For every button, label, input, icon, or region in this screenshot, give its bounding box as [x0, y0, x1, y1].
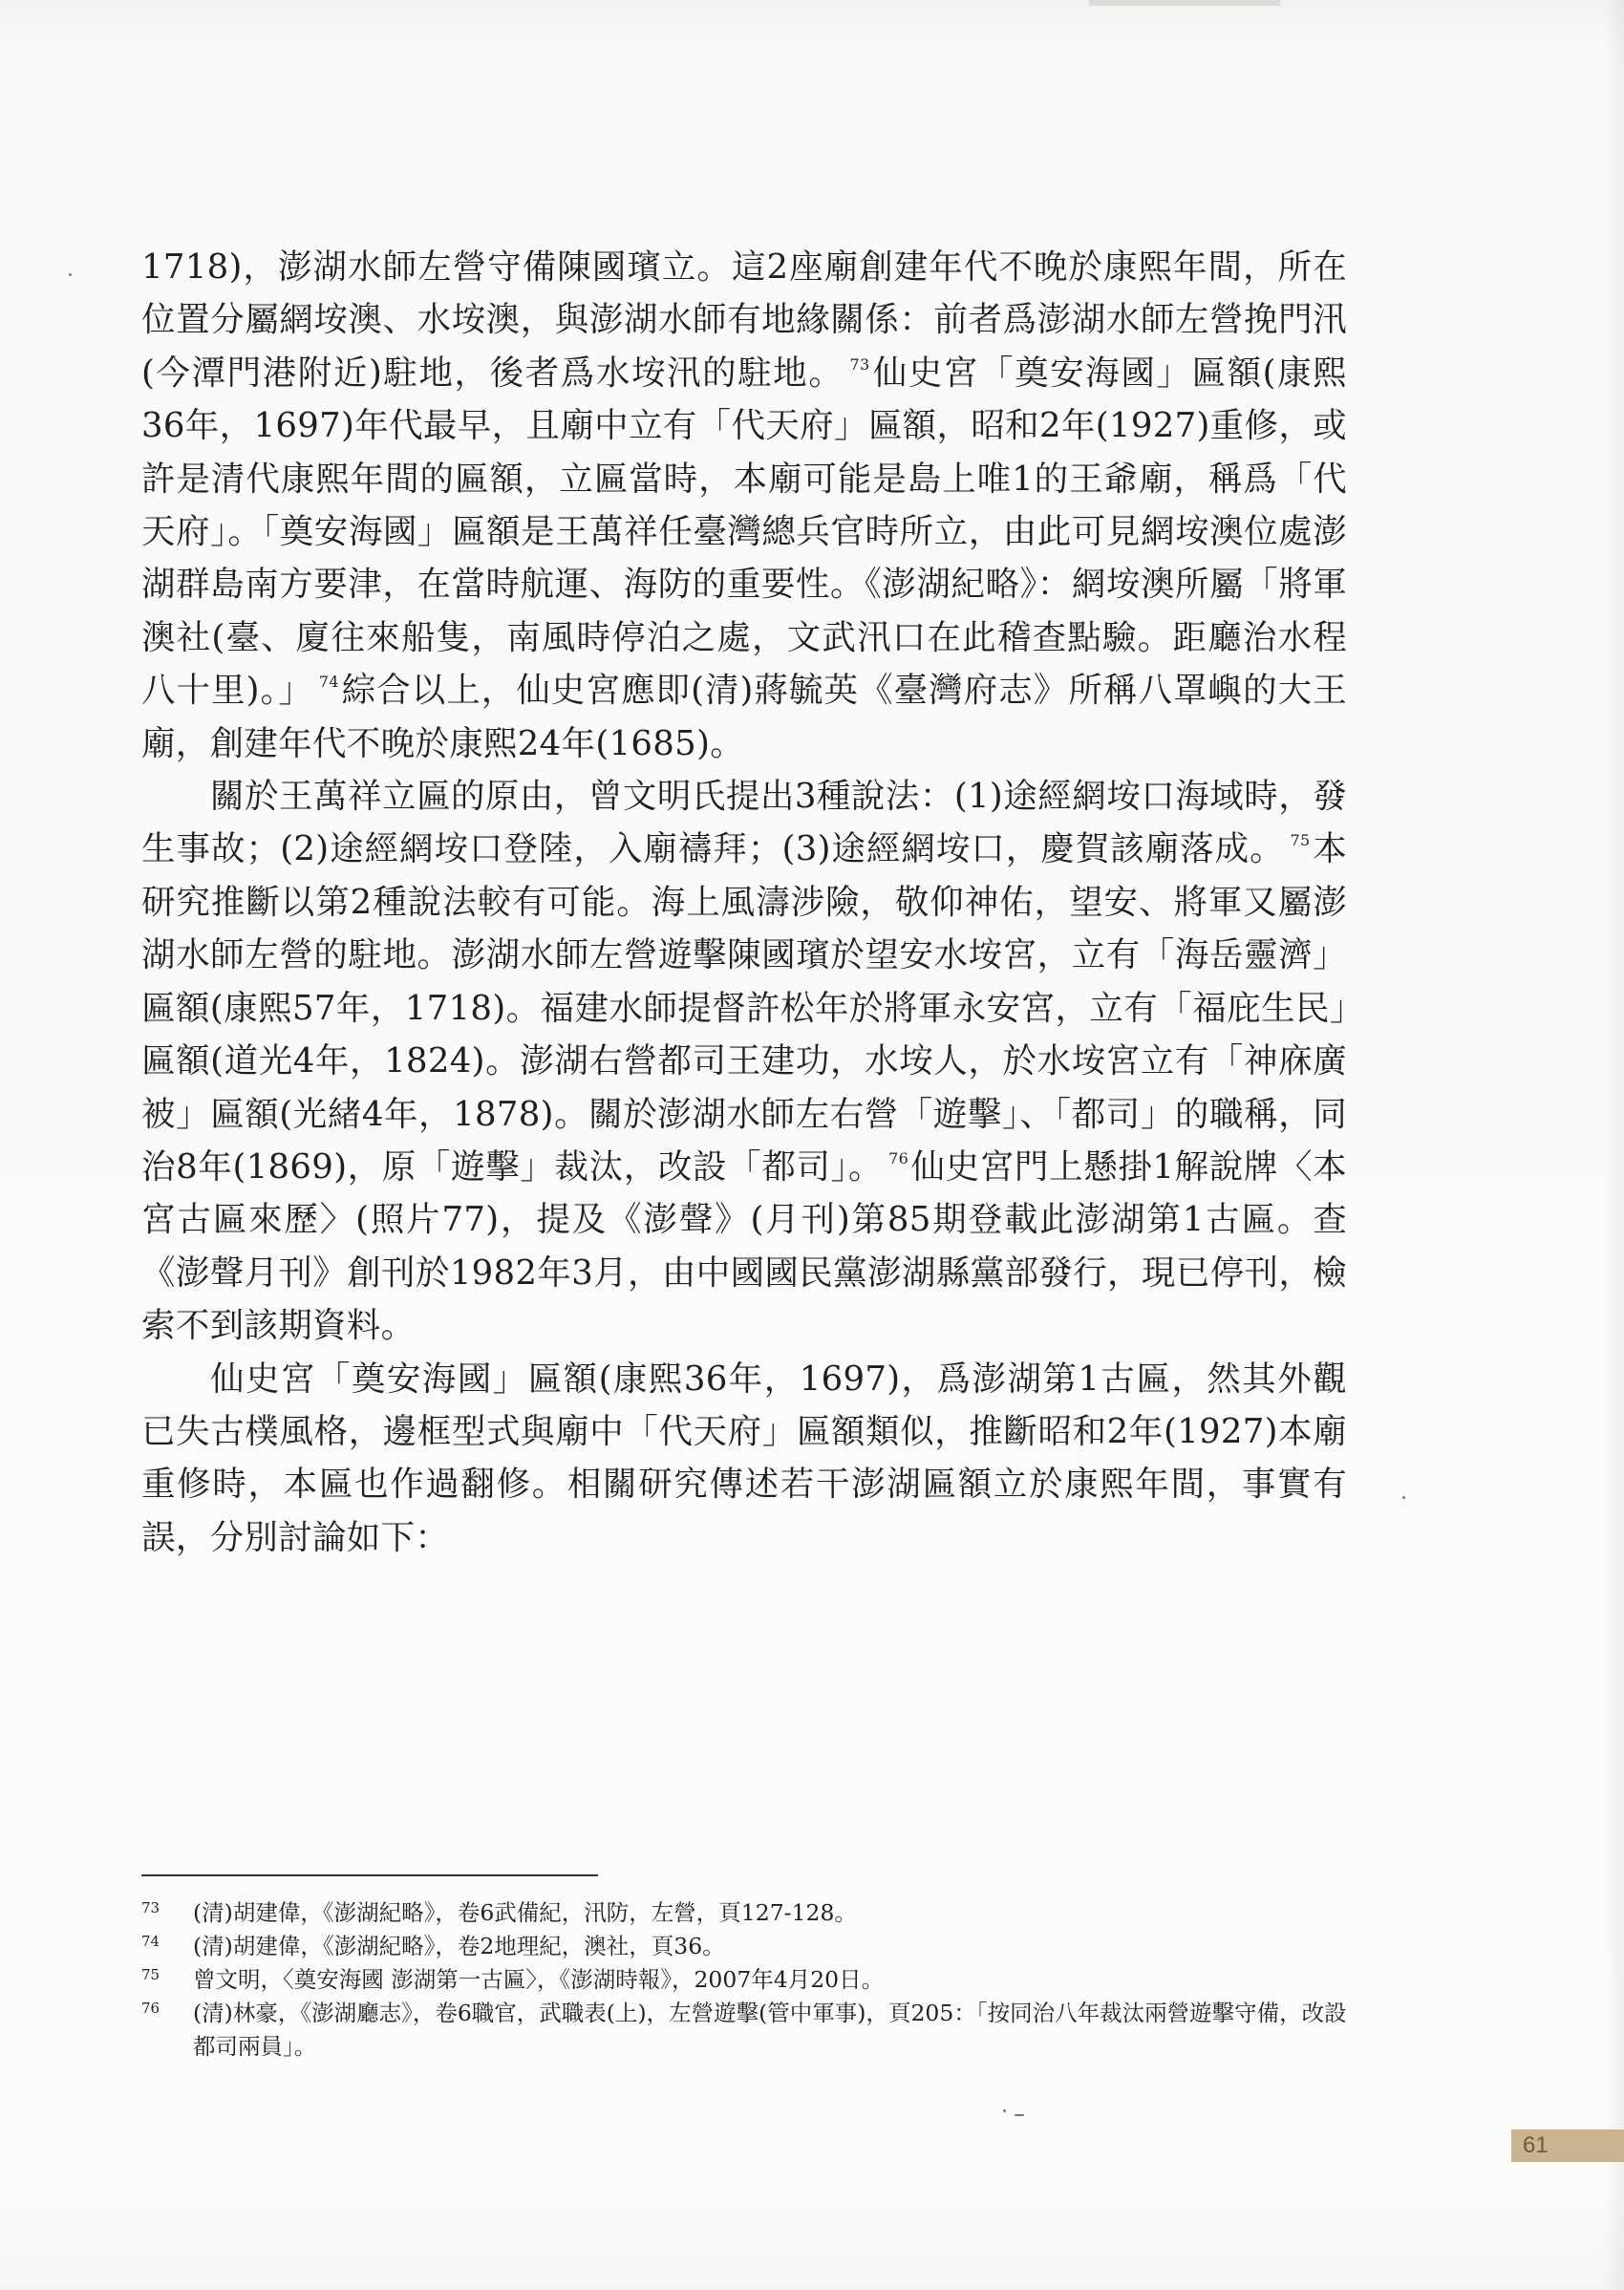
text-run: 綜合以上，仙史宮應即(清)蔣毓英《臺灣府志》所稱八罩嶼的大王廟，創建年代不晚於康熙24年(1685)。 [141, 671, 1347, 763]
text-run: 仙史宮「奠安海國」匾額(康熙36年，1697)年代最早，且廟中立有「代天府」匾額，昭和2年(1927)重修，或許是清代康熙年間的匾額，立匾當時，本廟可能是島上唯1的王爺廟，稱爲「代天府」。「奠安海國」匾額是王萬祥任臺灣總兵官時所立，由此可見網垵澳位處澎湖群島南方要津，在當時航運、海防的重要性。《澎湖紀略》：網垵澳所屬「將軍澳社(臺、廈往來船隻，南風時停泊之處，文武汛口在此稽查點驗。距廳治水程八十里)。」 [141, 353, 1347, 711]
footnote-76 [141, 1997, 1347, 2064]
footnote-text: 曾文明，〈奠安海國 澎湖第一古匾〉，《澎湖時報》，2007年4月20日。 [193, 1966, 885, 1993]
footnote-number: 73 [141, 1899, 160, 1916]
scan-speck [69, 273, 72, 276]
scan-smudge [1089, 0, 1280, 6]
footnote-divider [141, 1874, 598, 1876]
footnotes [141, 1896, 1347, 2064]
footnote-text: (清)胡建偉，《澎湖紀略》，卷2地理紀，澳社，頁36。 [193, 1933, 725, 1959]
text-run: 本研究推斷以第2種說法較有可能。海上風濤涉險，敬仰神佑，望安、將軍又屬澎湖水師左營的駐地。澎湖水師左營遊擊陳國璸於望安水垵宮，立有「海岳靈濟」匾額(康熙57年，1718)。福建水師提督許松年於將軍永安宮，立有「福庇生民」匾額(道光4年，1824)。澎湖右營都司王建功，水垵人，於水垵宮立有「神庥廣被」匾額(光緒4年，1878)。關於澎湖水師左右營「遊擊」、「都司」的職稱，同治8年(1869)，原「遊擊」裁汰，改設「都司」。 [141, 829, 1347, 1187]
text-run: 1718)，澎湖水師左營守備陳國璸立。這2座廟創建年代不晚於康熙年間，所在位置分屬網垵澳、水垵澳，與澎湖水師有地緣關係：前者爲澎湖水師左營挽門汛(今潭門港附近)駐地，後者爲水垵汛的駐地。 [141, 247, 1347, 393]
page-number: 61 [1511, 2129, 1624, 2162]
footnote-text: (清)林豪，《澎湖廳志》，卷6職官，武職表(上)，左營遊擊(管中軍事)，頁205：「按同治八年裁汰兩營遊擊守備，改設都司兩員」。 [193, 2000, 1347, 2060]
paragraph-2 [141, 770, 1347, 1352]
body-text [141, 241, 1347, 1564]
page-edge-shadow [1603, 0, 1624, 2290]
footnote-74 [141, 1930, 1347, 1963]
text-run: 仙史宮「奠安海國」匾額(康熙36年，1697)，爲澎湖第1古匾，然其外觀已失古樸風格，邊框型式與廟中「代天府」匾額類似，推斷昭和2年(1927)本廟重修時，本匾也作過翻修。相關研究傳述若干澎湖匾額立於康熙年間，事實有誤，分別討論如下： [141, 1359, 1347, 1557]
footnote-ref-75[interactable]: 75 [1290, 831, 1311, 850]
scan-speck [1402, 1496, 1405, 1499]
text-run: 關於王萬祥立匾的原由，曾文明氏提出3種說法：(1)途經網垵口海域時，發生事故；(2)途經網垵口登陸，入廟禱拜；(3)途經網垵口，慶賀該廟落成。 [141, 777, 1347, 869]
footnote-ref-74[interactable]: 74 [318, 673, 339, 692]
scan-speck [1003, 2109, 1006, 2112]
paragraph-1 [141, 241, 1347, 770]
footnote-text: (清)胡建偉，《澎湖紀略》，卷6武備紀，汛防，左營，頁127-128。 [193, 1899, 857, 1926]
footnote-number: 76 [141, 2000, 160, 2017]
scan-speck [1015, 2114, 1024, 2116]
footnote-ref-73[interactable]: 73 [849, 354, 870, 374]
paragraph-3 [141, 1353, 1347, 1565]
text-run: 仙史宮門上懸掛1解說牌〈本宮古匾來歷〉(照片77)，提及《澎聲》(月刊)第85期登載此澎湖第1古匾。查《澎聲月刊》創刊於1982年3月，由中國國民黨澎湖縣黨部發行，現已停刊，檢索不到該期資料。 [141, 1146, 1347, 1346]
footnote-75 [141, 1963, 1347, 1997]
footnote-number: 74 [141, 1933, 160, 1950]
footnote-number: 75 [141, 1966, 160, 1983]
footnote-ref-76[interactable]: 76 [888, 1148, 909, 1167]
footnote-73 [141, 1896, 1347, 1930]
